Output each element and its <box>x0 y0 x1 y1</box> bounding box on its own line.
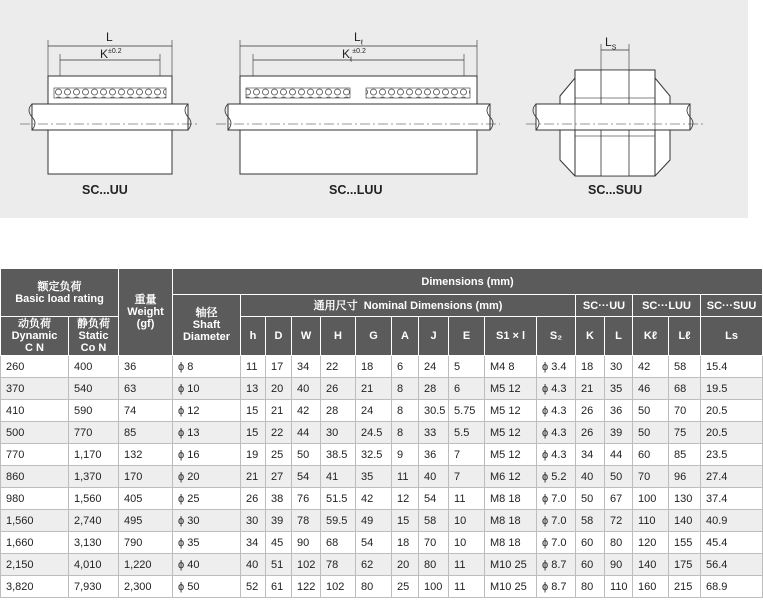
shaft-header: 轴径 Shaft Diameter <box>173 295 241 356</box>
cell-s1: M5 12 <box>485 400 537 422</box>
col-D: D <box>266 317 292 356</box>
cell-c: 260 <box>1 356 69 378</box>
cell-E: 6 <box>449 378 485 400</box>
cell-Ls: 45.4 <box>701 532 763 554</box>
cell-Ll: 85 <box>669 444 701 466</box>
cell-K: 18 <box>576 356 605 378</box>
cell-w: 85 <box>119 422 173 444</box>
cell-L: 50 <box>605 466 633 488</box>
spec-table <box>0 268 763 598</box>
cell-H: 38.5 <box>321 444 356 466</box>
cell-A: 11 <box>392 466 419 488</box>
uu-dim-inner-label: $K^{\pm 0.2}$ <box>100 47 122 61</box>
cell-s2: ϕ 3.4 <box>537 356 576 378</box>
weight-header: 重量 Weight (gf) <box>119 269 173 356</box>
sc-suu-drawing <box>526 44 706 176</box>
cell-c: 1,560 <box>1 510 69 532</box>
luu-dim-inner-label: $K_\ell^{\pm 0.2}$ <box>342 47 366 64</box>
cell-A: 18 <box>392 532 419 554</box>
cell-s1: M5 12 <box>485 422 537 444</box>
sc-luu-header: SC···LUU <box>633 295 701 317</box>
spec-table-body <box>1 356 763 598</box>
cell-K: 80 <box>576 576 605 598</box>
cell-K: 40 <box>576 466 605 488</box>
cell-Kl: 160 <box>633 576 669 598</box>
sc-uu-header: SC···UU <box>576 295 633 317</box>
table-row <box>1 378 763 400</box>
cell-Ll: 155 <box>669 532 701 554</box>
cell-A: 25 <box>392 576 419 598</box>
suu-caption: SC...SUU <box>588 183 643 197</box>
cell-D: 27 <box>266 466 292 488</box>
table-row <box>1 488 763 510</box>
cell-c: 1,660 <box>1 532 69 554</box>
cell-D: 45 <box>266 532 292 554</box>
cell-co: 400 <box>69 356 119 378</box>
cell-E: 11 <box>449 554 485 576</box>
cell-K: 21 <box>576 378 605 400</box>
cell-s1: M4 8 <box>485 356 537 378</box>
cell-h: 15 <box>241 400 266 422</box>
cell-co: 7,930 <box>69 576 119 598</box>
cell-h: 15 <box>241 422 266 444</box>
cell-E: 5.75 <box>449 400 485 422</box>
col-G: G <box>356 317 392 356</box>
cell-D: 25 <box>266 444 292 466</box>
luu-dim-total-label: $L_\ell$ <box>354 30 363 47</box>
cell-h: 13 <box>241 378 266 400</box>
cell-W: 40 <box>292 378 321 400</box>
cell-K: 34 <box>576 444 605 466</box>
cell-h: 19 <box>241 444 266 466</box>
cell-s1: M10 25 <box>485 576 537 598</box>
cell-s1: M8 18 <box>485 532 537 554</box>
col-W: W <box>292 317 321 356</box>
col-K: K <box>576 317 605 356</box>
cell-J: 24 <box>419 356 449 378</box>
cell-Ls: 20.5 <box>701 400 763 422</box>
cell-w: 2,300 <box>119 576 173 598</box>
cell-Kl: 120 <box>633 532 669 554</box>
table-row <box>1 554 763 576</box>
cell-W: 44 <box>292 422 321 444</box>
cell-G: 32.5 <box>356 444 392 466</box>
cell-Kl: 110 <box>633 510 669 532</box>
cell-s2: ϕ 8.7 <box>537 576 576 598</box>
cell-L: 110 <box>605 576 633 598</box>
cell-Ll: 175 <box>669 554 701 576</box>
cell-E: 11 <box>449 576 485 598</box>
cell-W: 42 <box>292 400 321 422</box>
cell-h: 52 <box>241 576 266 598</box>
cell-W: 90 <box>292 532 321 554</box>
cell-d: ϕ 50 <box>173 576 241 598</box>
cell-s1: M8 18 <box>485 510 537 532</box>
cell-L: 30 <box>605 356 633 378</box>
cell-A: 15 <box>392 510 419 532</box>
cell-co: 2,740 <box>69 510 119 532</box>
cell-Ls: 68.9 <box>701 576 763 598</box>
cell-A: 20 <box>392 554 419 576</box>
cell-K: 58 <box>576 510 605 532</box>
cell-L: 36 <box>605 400 633 422</box>
col-s2: S₂ <box>537 317 576 356</box>
cell-E: 5 <box>449 356 485 378</box>
cell-G: 21 <box>356 378 392 400</box>
table-row <box>1 532 763 554</box>
cell-w: 170 <box>119 466 173 488</box>
cell-d: ϕ 20 <box>173 466 241 488</box>
cell-Ls: 40.9 <box>701 510 763 532</box>
cell-H: 51.5 <box>321 488 356 510</box>
cell-Ls: 27.4 <box>701 466 763 488</box>
cell-Ll: 68 <box>669 378 701 400</box>
cell-Ls: 37.4 <box>701 488 763 510</box>
cell-D: 21 <box>266 400 292 422</box>
cell-d: ϕ 10 <box>173 378 241 400</box>
cell-A: 8 <box>392 378 419 400</box>
col-Kl: Kℓ <box>633 317 669 356</box>
cell-J: 80 <box>419 554 449 576</box>
cell-L: 80 <box>605 532 633 554</box>
suu-dim-total-label: $L_S$ <box>605 35 617 52</box>
cell-L: 39 <box>605 422 633 444</box>
cell-Ll: 70 <box>669 400 701 422</box>
uu-dim-total-label: L <box>106 30 113 44</box>
cell-Ll: 96 <box>669 466 701 488</box>
basic-load-header: 额定负荷 Basic load rating <box>1 269 119 317</box>
drawing-panel <box>0 0 748 218</box>
col-A: A <box>392 317 419 356</box>
cell-L: 35 <box>605 378 633 400</box>
cell-co: 770 <box>69 422 119 444</box>
cell-s2: ϕ 5.2 <box>537 466 576 488</box>
cell-E: 7 <box>449 466 485 488</box>
cell-H: 30 <box>321 422 356 444</box>
cell-H: 28 <box>321 400 356 422</box>
table-row <box>1 576 763 598</box>
luu-caption: SC...LUU <box>329 183 383 197</box>
cell-Kl: 42 <box>633 356 669 378</box>
cell-w: 1,220 <box>119 554 173 576</box>
cell-D: 38 <box>266 488 292 510</box>
cell-Ll: 75 <box>669 422 701 444</box>
cell-A: 9 <box>392 444 419 466</box>
cell-s1: M5 12 <box>485 378 537 400</box>
cell-w: 36 <box>119 356 173 378</box>
cell-c: 770 <box>1 444 69 466</box>
cell-c: 500 <box>1 422 69 444</box>
cell-w: 790 <box>119 532 173 554</box>
cell-G: 49 <box>356 510 392 532</box>
cell-J: 54 <box>419 488 449 510</box>
col-L: L <box>605 317 633 356</box>
cell-G: 24 <box>356 400 392 422</box>
cell-W: 76 <box>292 488 321 510</box>
cell-Kl: 70 <box>633 466 669 488</box>
cell-co: 1,560 <box>69 488 119 510</box>
cell-H: 22 <box>321 356 356 378</box>
table-row <box>1 400 763 422</box>
table-row <box>1 356 763 378</box>
cell-Kl: 50 <box>633 400 669 422</box>
cell-K: 60 <box>576 554 605 576</box>
cell-E: 10 <box>449 510 485 532</box>
cell-D: 61 <box>266 576 292 598</box>
cell-W: 34 <box>292 356 321 378</box>
cell-s1: M6 12 <box>485 466 537 488</box>
cell-s2: ϕ 4.3 <box>537 378 576 400</box>
col-Ls: Ls <box>701 317 763 356</box>
cell-c: 3,820 <box>1 576 69 598</box>
cell-co: 4,010 <box>69 554 119 576</box>
cell-s2: ϕ 8.7 <box>537 554 576 576</box>
cell-d: ϕ 40 <box>173 554 241 576</box>
cell-d: ϕ 13 <box>173 422 241 444</box>
sc-suu-header: SC···SUU <box>701 295 763 317</box>
cell-w: 63 <box>119 378 173 400</box>
cell-co: 1,370 <box>69 466 119 488</box>
cell-G: 18 <box>356 356 392 378</box>
cell-L: 44 <box>605 444 633 466</box>
static-header: 静负荷 Static Co N <box>69 317 119 356</box>
cell-d: ϕ 16 <box>173 444 241 466</box>
cell-A: 8 <box>392 400 419 422</box>
cell-w: 405 <box>119 488 173 510</box>
cell-H: 26 <box>321 378 356 400</box>
cell-Ls: 15.4 <box>701 356 763 378</box>
cell-H: 78 <box>321 554 356 576</box>
cell-J: 28 <box>419 378 449 400</box>
cell-Ls: 20.5 <box>701 422 763 444</box>
cell-G: 24.5 <box>356 422 392 444</box>
nominal-header: 通用尺寸 Nominal Dimensions (mm) <box>241 295 576 317</box>
cell-H: 41 <box>321 466 356 488</box>
cell-J: 36 <box>419 444 449 466</box>
cell-s2: ϕ 7.0 <box>537 488 576 510</box>
cell-w: 495 <box>119 510 173 532</box>
cell-Ll: 215 <box>669 576 701 598</box>
cell-co: 3,130 <box>69 532 119 554</box>
cell-h: 21 <box>241 466 266 488</box>
col-Ll: Lℓ <box>669 317 701 356</box>
cell-w: 132 <box>119 444 173 466</box>
cell-J: 40 <box>419 466 449 488</box>
cell-J: 30.5 <box>419 400 449 422</box>
col-s1: S1 × l <box>485 317 537 356</box>
cell-J: 100 <box>419 576 449 598</box>
cell-H: 68 <box>321 532 356 554</box>
cell-H: 102 <box>321 576 356 598</box>
cell-Kl: 140 <box>633 554 669 576</box>
cell-G: 35 <box>356 466 392 488</box>
cell-s1: M8 18 <box>485 488 537 510</box>
cell-J: 33 <box>419 422 449 444</box>
cell-co: 590 <box>69 400 119 422</box>
cell-D: 22 <box>266 422 292 444</box>
cell-Ll: 140 <box>669 510 701 532</box>
table-row <box>1 444 763 466</box>
table-row <box>1 422 763 444</box>
cell-L: 67 <box>605 488 633 510</box>
cell-E: 11 <box>449 488 485 510</box>
cell-E: 5.5 <box>449 422 485 444</box>
cell-D: 20 <box>266 378 292 400</box>
cell-c: 410 <box>1 400 69 422</box>
cell-s2: ϕ 7.0 <box>537 510 576 532</box>
cell-K: 60 <box>576 532 605 554</box>
cell-K: 26 <box>576 400 605 422</box>
cell-W: 78 <box>292 510 321 532</box>
cell-s1: M10 25 <box>485 554 537 576</box>
table-row <box>1 510 763 532</box>
cell-d: ϕ 25 <box>173 488 241 510</box>
cell-h: 34 <box>241 532 266 554</box>
dimensions-header: Dimensions (mm) <box>173 269 763 295</box>
col-H: H <box>321 317 356 356</box>
cell-Kl: 46 <box>633 378 669 400</box>
cell-s2: ϕ 4.3 <box>537 400 576 422</box>
cell-W: 102 <box>292 554 321 576</box>
cell-Ls: 19.5 <box>701 378 763 400</box>
cell-Ls: 56.4 <box>701 554 763 576</box>
cell-Ll: 130 <box>669 488 701 510</box>
cell-H: 59.5 <box>321 510 356 532</box>
cell-s2: ϕ 4.3 <box>537 444 576 466</box>
cell-K: 26 <box>576 422 605 444</box>
cell-d: ϕ 12 <box>173 400 241 422</box>
cell-E: 10 <box>449 532 485 554</box>
cell-Ls: 23.5 <box>701 444 763 466</box>
cell-c: 860 <box>1 466 69 488</box>
cell-co: 1,170 <box>69 444 119 466</box>
cell-J: 70 <box>419 532 449 554</box>
cell-c: 980 <box>1 488 69 510</box>
cell-A: 8 <box>392 422 419 444</box>
cell-A: 6 <box>392 356 419 378</box>
cell-G: 62 <box>356 554 392 576</box>
cell-W: 50 <box>292 444 321 466</box>
cell-h: 30 <box>241 510 266 532</box>
cell-L: 90 <box>605 554 633 576</box>
cell-h: 11 <box>241 356 266 378</box>
cell-D: 39 <box>266 510 292 532</box>
cell-K: 50 <box>576 488 605 510</box>
dynamic-header: 动负荷 Dynamic C N <box>1 317 69 356</box>
col-J: J <box>419 317 449 356</box>
cell-Kl: 60 <box>633 444 669 466</box>
cell-w: 74 <box>119 400 173 422</box>
cell-d: ϕ 35 <box>173 532 241 554</box>
col-h: h <box>241 317 266 356</box>
col-E: E <box>449 317 485 356</box>
cell-D: 17 <box>266 356 292 378</box>
uu-caption: SC...UU <box>82 183 128 197</box>
cell-d: ϕ 30 <box>173 510 241 532</box>
cell-D: 51 <box>266 554 292 576</box>
cell-h: 26 <box>241 488 266 510</box>
cell-G: 42 <box>356 488 392 510</box>
cell-G: 80 <box>356 576 392 598</box>
cell-d: ϕ 8 <box>173 356 241 378</box>
cell-s1: M5 12 <box>485 444 537 466</box>
cell-A: 12 <box>392 488 419 510</box>
cell-co: 540 <box>69 378 119 400</box>
cell-G: 54 <box>356 532 392 554</box>
cell-W: 54 <box>292 466 321 488</box>
cell-W: 122 <box>292 576 321 598</box>
cell-Kl: 50 <box>633 422 669 444</box>
cell-Kl: 100 <box>633 488 669 510</box>
cell-c: 370 <box>1 378 69 400</box>
table-row <box>1 466 763 488</box>
cell-L: 72 <box>605 510 633 532</box>
cell-J: 58 <box>419 510 449 532</box>
cell-s2: ϕ 7.0 <box>537 532 576 554</box>
cell-s2: ϕ 4.3 <box>537 422 576 444</box>
cell-h: 40 <box>241 554 266 576</box>
cell-E: 7 <box>449 444 485 466</box>
cell-c: 2,150 <box>1 554 69 576</box>
cell-Ll: 58 <box>669 356 701 378</box>
